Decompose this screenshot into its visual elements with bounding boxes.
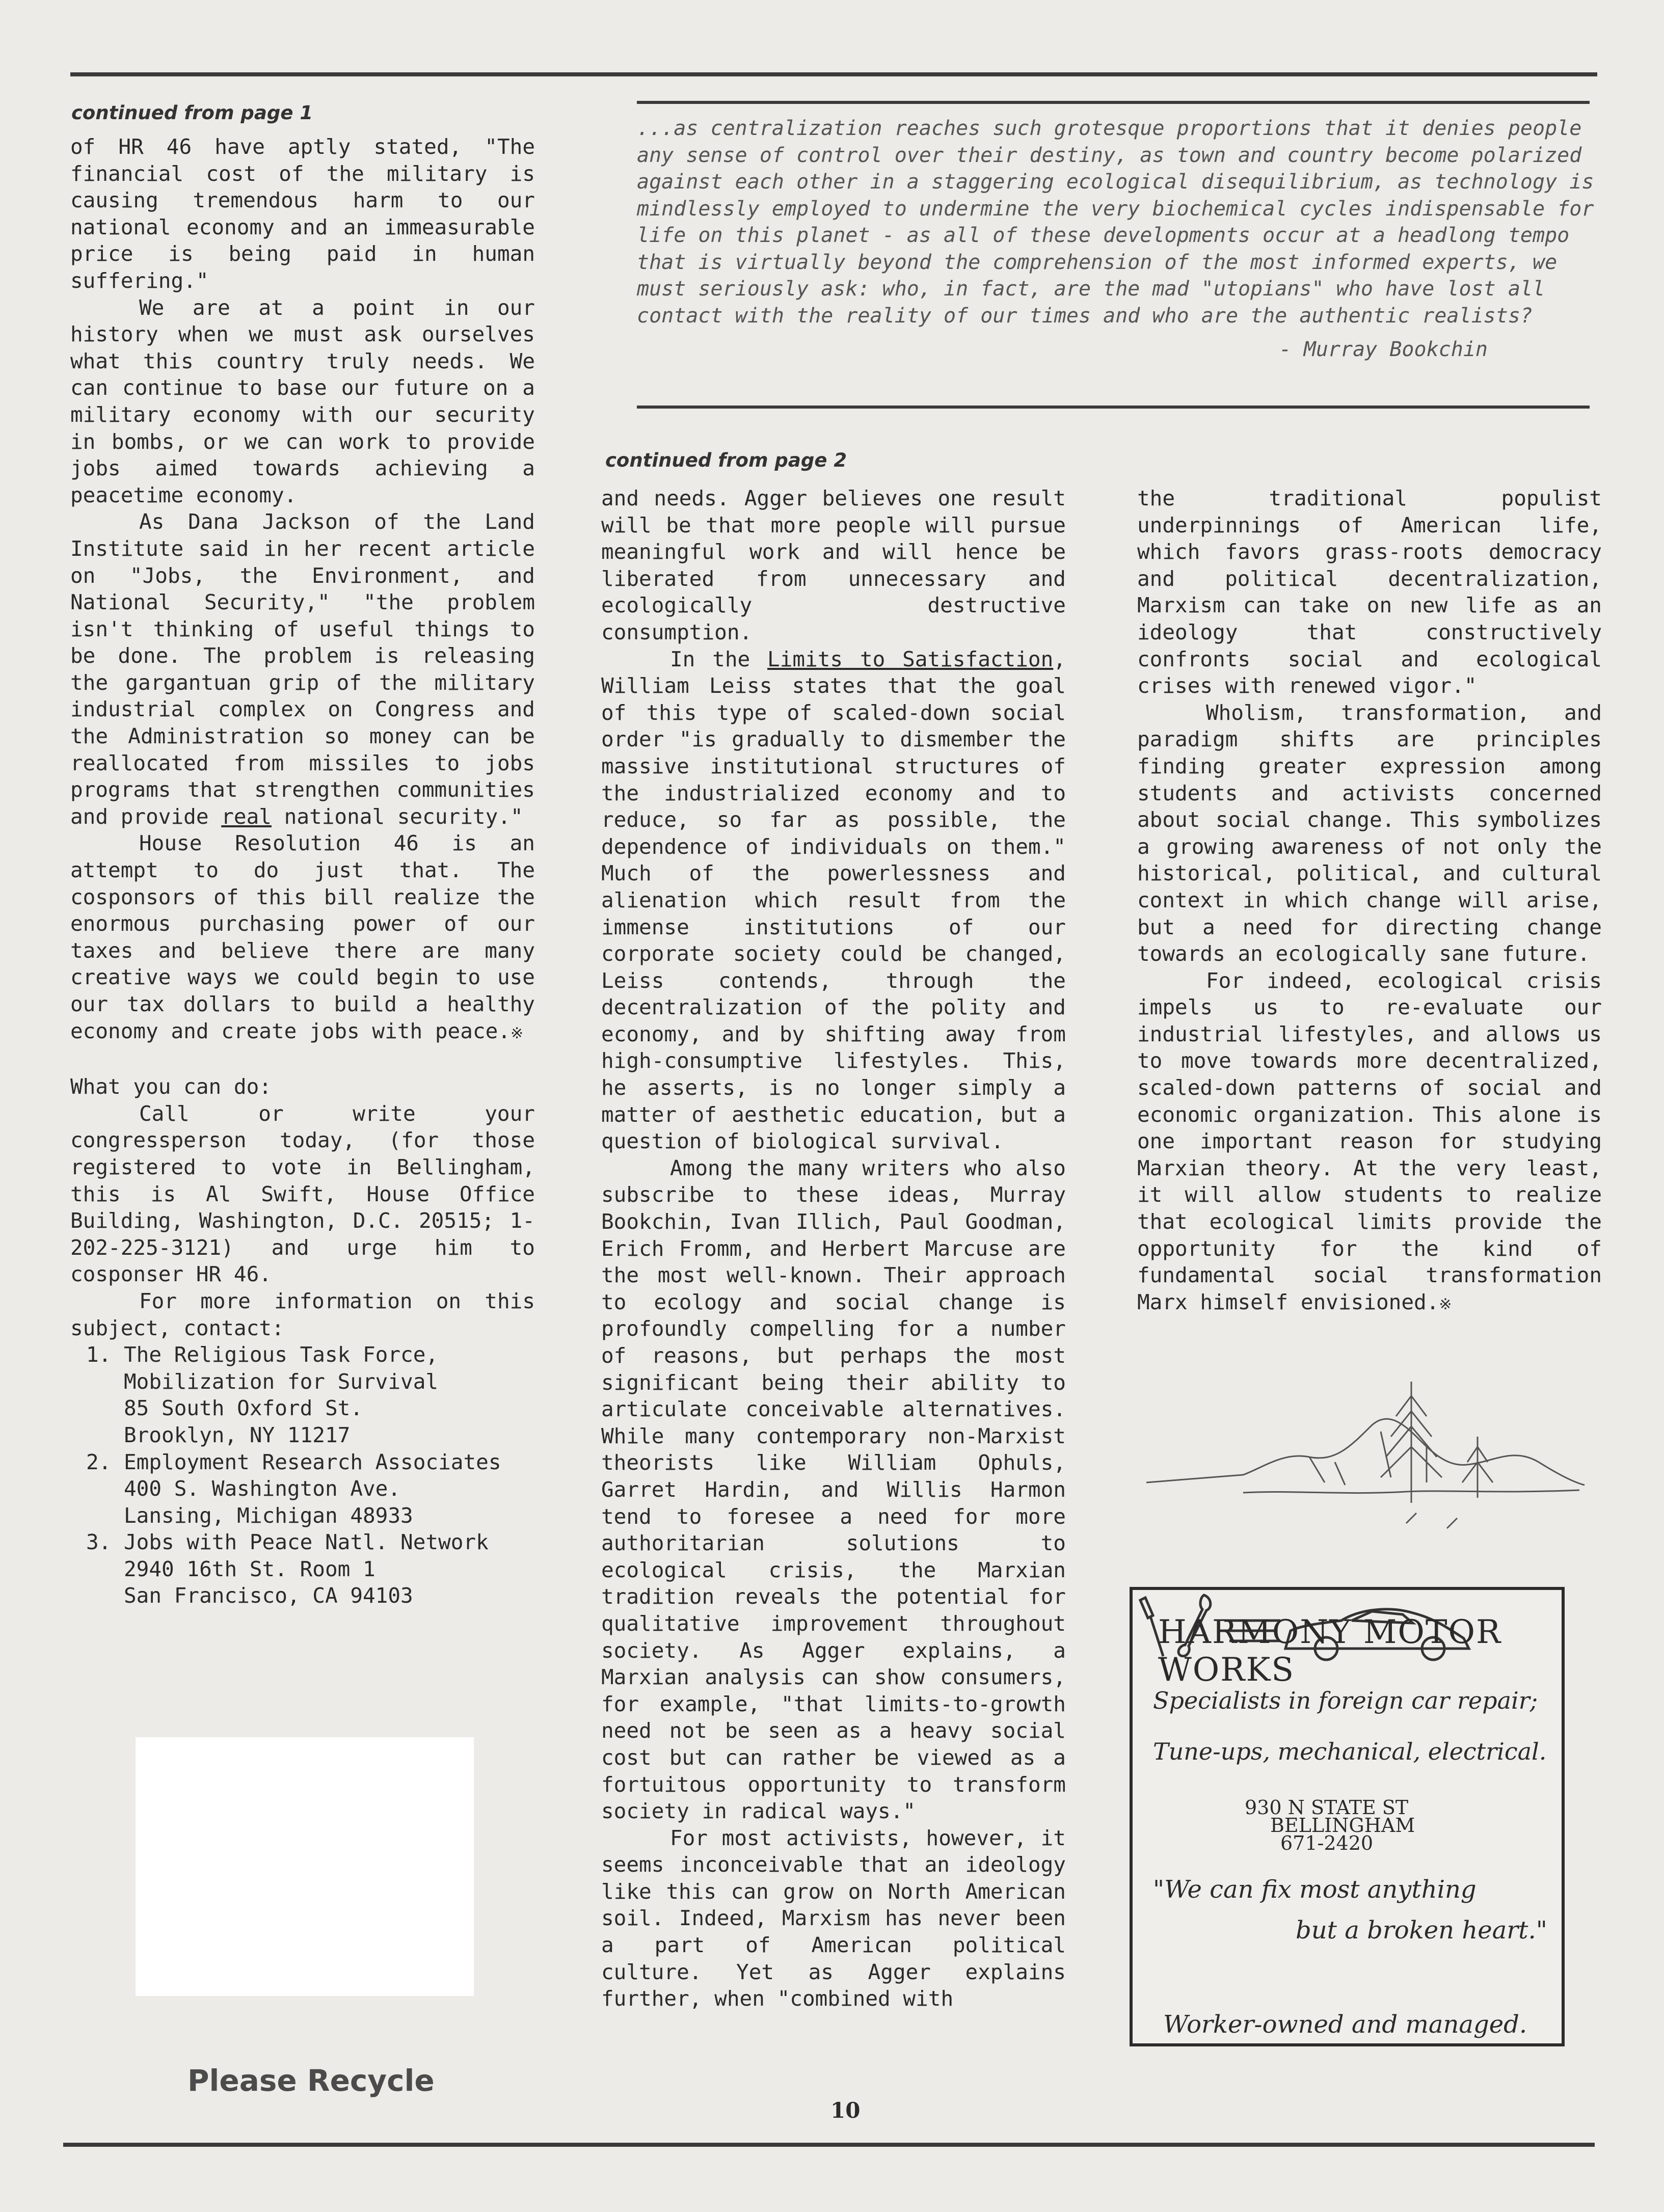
- right-paragraph: Wholism, transformation, and paradigm shifts are principles finding greater expression among students and activists concerned about social change. This symbolizes a growing awareness of not only the historical, political, and cultural context in which change will arise, but a need for directing change towards an ecologically sane future.: [1137, 700, 1602, 966]
- ad-title: HARMONY MOTOR WORKS: [1158, 1613, 1502, 1689]
- ad-line-services: Tune-ups, mechanical, electrical.: [1153, 1738, 1547, 1765]
- bookchin-quote: [637, 115, 1595, 363]
- ad-slogan-line1: "We can fix most anything: [1153, 1875, 1477, 1904]
- quote-attribution: - Murray Bookchin: [1279, 338, 1488, 361]
- top-rule: [70, 72, 1597, 76]
- right-column: [1137, 485, 1602, 1318]
- continued-from-page-2: continued from page 2: [605, 449, 847, 471]
- quote-bottom-rule: [637, 406, 1590, 409]
- middle-paragraph: Among the many writers who also subscribe to these ideas, Murray Bookchin, Ivan Illich, Paul Goodman, Erich Fromm, and Herbert Marcuse are the most well-known. Their approach to ecology and social change is profoundly compelling for a number of reasons, but perhaps the most significant being their ability to articulate conceivable alternatives. While many contemporary non-Marxist theorists like William Ophuls, Garret Hardin, and Willis Harmon tend to foresee a need for more authoritarian solutions to ecological crisis, the Marxian tradition reveals the potential for qualitative improvement throughout society. As Agger explains, a Marxian analysis can show consumers, for example, "that limits-to-growth need not be seen as a heavy social cost but can rather be viewed as a fortuitous opportunity to transform society in radical ways.": [601, 1155, 1066, 1824]
- ad-phone: 671-2420: [1280, 1832, 1374, 1854]
- end-mark: ※: [1439, 1295, 1452, 1313]
- right-paragraph: For indeed, ecological crisis impels us to re-evaluate our industrial lifestyles, and allows us to move towards more decentralized, scaled-down patterns of social and economic organization. This alone is one important reason for studying Marxian theory. At the very least, it will allow students to realize that ecological limits provide the opportunity for the kind of fundamental social transformation Marx himself envisioned.※: [1137, 968, 1602, 1314]
- contact-list: [70, 1341, 535, 1609]
- left-paragraph: We are at a point in our history when we must ask ourselves what this country truly needs. We can continue to base our future on a military economy with our security in bombs, or we can work to provide jobs aimed towards achieving a peacetime economy.: [70, 295, 535, 507]
- middle-paragraph: In the Limits to Satisfaction, William Leiss states that the goal of this type of scaled-down social order "is gradually to dismember the massive institutional structures of the industrialized economy and to reduce, so far as possible, the dependence of individuals on them." Much of the powerlessness and alienation which result from the immense institutions of our corporate society could be changed, Leiss contends, through the decentralization of the polity and economy, and by shifting away from high-consumptive lifestyles. This, he asserts, is no longer simply a matter of aesthetic education, but a question of biological survival.: [601, 646, 1066, 1154]
- quote-text: ...as centralization reaches such grotesque proportions that it denies people any sense of control over their destiny, as town and country become polarized against each other in a staggering ecological disequilibrium, as technology is mindlessly employed to undermine the very biochemical cycles indispensable for life on this planet - as all of these developments occur at a headlong tempo that is virtually beyond the comprehension of the most informed experts, we must seriously ask: who, in fact, are the mad "utopians" who have lost all contact with the reality of our times and who are the authentic realists?: [637, 117, 1594, 328]
- please-recycle-label: Please Recycle: [187, 2063, 435, 2098]
- underlined-word: real: [221, 804, 272, 829]
- blank-image-area: [136, 1737, 474, 1996]
- contact-item: 1. The Religious Task Force, Mobilization for Survival 85 South Oxford St. Brooklyn, NY 11217: [124, 1341, 535, 1448]
- ad-line-specialists: Specialists in foreign car repair;: [1153, 1687, 1538, 1714]
- end-mark: ※: [510, 1024, 524, 1042]
- middle-paragraph: For most activists, however, it seems inconceivable that an ideology like this can grow on North American soil. Indeed, Marxism has never been a part of American political culture. Yet as Agger explains further, when "combined with: [601, 1825, 1066, 2011]
- continued-from-page-1: continued from page 1: [71, 102, 313, 124]
- landscape-illustration: [1141, 1375, 1590, 1533]
- right-paragraph: the traditional populist underpinnings of American life, which favors grass-roots democracy and political decentralization, Marxism can take on new life as an ideology that constructively confronts social and ecological crises with renewed vigor.": [1137, 486, 1602, 698]
- page-number: 10: [830, 2098, 861, 2123]
- ad-slogan-line2: but a broken heart.": [1296, 1916, 1547, 1945]
- left-paragraph: House Resolution 46 is an attempt to do just that. The cosponsors of this bill realize the enormous purchasing power of our taxes and believe there are many creative ways we could begin to use our tax dollars to build a healthy economy and create jobs with peace.※: [70, 831, 535, 1043]
- middle-paragraph: and needs. Agger believes one result will be that more people will pursue meaningful work and will hence be liberated from unnecessary and ecologically destructive consumption.: [601, 486, 1066, 644]
- left-paragraph: As Dana Jackson of the Land Institute said in her recent article on "Jobs, the Environment, and National Security," "the problem isn't thinking of useful things to be done. The problem is releasing the gargantuan grip of the military industrial complex on Congress and the Administration so money can be reallocated from missiles to jobs programs that strengthen communities and provide real national security.": [70, 509, 535, 829]
- book-title: Limits to Satisfaction: [767, 646, 1054, 671]
- harmony-motor-works-ad: [1130, 1587, 1565, 2046]
- contact-item: 2. Employment Research Associates 400 S. Washington Ave. Lansing, Michigan 48933: [124, 1449, 535, 1529]
- left-column: [70, 133, 535, 1609]
- ad-address-city: BELLINGHAM: [1270, 1814, 1415, 1837]
- info-paragraph: For more information on this subject, contact:: [70, 1288, 535, 1340]
- quote-top-rule: [637, 101, 1590, 104]
- ad-address-street: 930 N STATE ST: [1245, 1796, 1409, 1819]
- what-you-can-do-heading: What you can do:: [70, 1074, 272, 1099]
- contact-item: 3. Jobs with Peace Natl. Network 2940 16th St. Room 1 San Francisco, CA 94103: [124, 1529, 535, 1609]
- middle-column: [601, 485, 1066, 2012]
- call-paragraph: Call or write your congressperson today, (for those registered to vote in Bellingham, this is Al Swift, House Office Building, Washington, D.C. 20515; 1-202-225-3121) and urge him to cosponser HR 46.: [70, 1101, 535, 1287]
- ad-footer: Worker-owned and managed.: [1163, 2010, 1527, 2039]
- left-paragraph: of HR 46 have aptly stated, "The financial cost of the military is causing tremendous harm to our national economy and an immeasurable price is being paid in human suffering.": [70, 134, 535, 293]
- bottom-rule: [63, 2143, 1595, 2147]
